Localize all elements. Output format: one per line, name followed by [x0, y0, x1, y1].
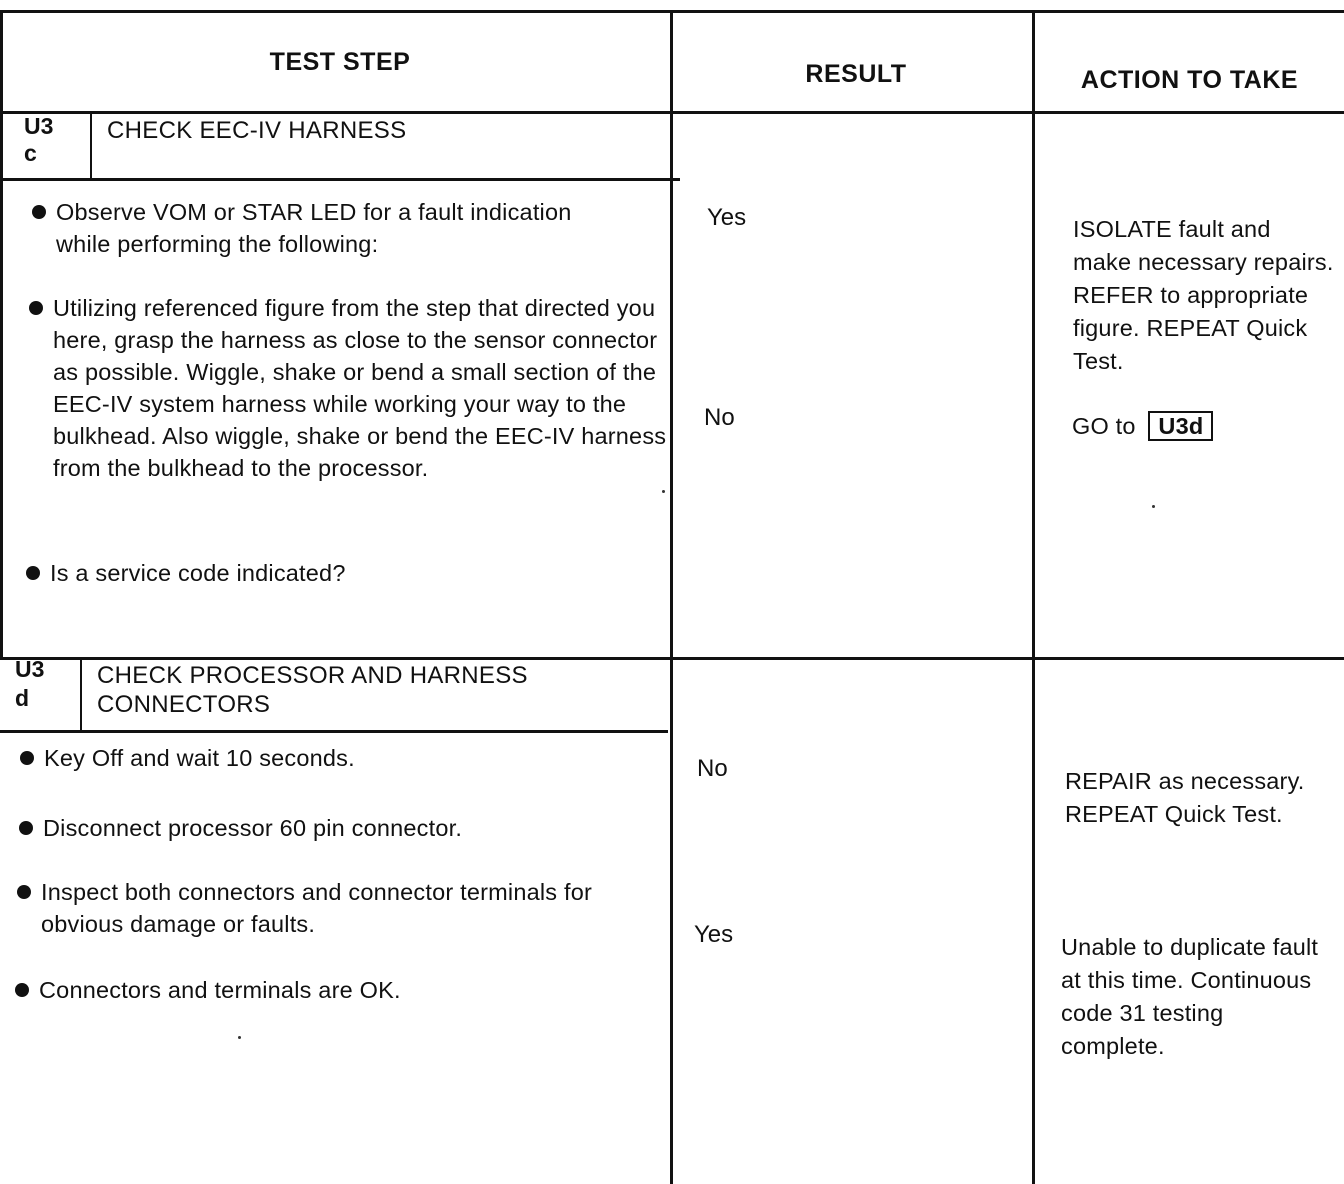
- u3c-action-yes: ISOLATE fault and make necessary repairs. REFER to appropriate figure. REPEAT Quick Test.: [1073, 216, 1334, 374]
- step-id-u3d: [15, 655, 44, 713]
- u3c-bullet-2: Utilizing referenced figure from the step that directed you here, grasp the harness as close to the sensor connector as possible. Wiggle, shake or bend a small section of the EEC-IV system harness while working your way to the bulkhead. Also wiggle, shake or bend the EEC-IV harness from the bulkhead to the processor.: [27, 292, 675, 484]
- u3c-id-divider: [90, 111, 92, 180]
- goto-prefix: GO to: [1072, 413, 1136, 439]
- step-id-bottom: d: [15, 685, 30, 711]
- u3d-bullet-2: Disconnect processor 60 pin connector.: [17, 812, 643, 844]
- u3d-title-rule: [0, 730, 668, 733]
- result-column-divider: [1032, 10, 1035, 1184]
- u3d-bullet-1: Key Off and wait 10 seconds.: [18, 742, 644, 774]
- u3d-id-divider: [80, 657, 82, 732]
- step-title-u3d: CHECK PROCESSOR AND HARNESS CONNECTORS: [97, 662, 528, 718]
- scan-speck: [238, 1036, 241, 1039]
- scan-speck: [1152, 505, 1155, 508]
- goto-step-u3d-link[interactable]: U3d: [1148, 411, 1213, 441]
- u3c-bullet-1: Observe VOM or STAR LED for a fault indication while performing the following:: [30, 196, 596, 260]
- step-column-divider: [670, 10, 673, 1184]
- header-result: RESULT: [805, 60, 907, 88]
- step-title-u3c: CHECK EEC-IV HARNESS: [107, 117, 407, 144]
- left-border: [0, 10, 3, 658]
- scan-speck: [662, 490, 665, 493]
- step-id-top: U3: [24, 113, 54, 139]
- u3d-result-yes: Yes: [694, 921, 734, 948]
- u3d-action-yes: Unable to duplicate fault at this time. Continuous code 31 testing complete.: [1061, 934, 1319, 1059]
- step-id-top: U3: [15, 656, 45, 682]
- step-id-u3c: [24, 112, 53, 165]
- u3d-bullet-3: Inspect both connectors and connector terminals for obvious damage or faults.: [15, 876, 671, 940]
- u3c-title-rule: [0, 178, 680, 181]
- step-id-bottom: c: [24, 140, 37, 166]
- header-test-step: TEST STEP: [269, 48, 411, 76]
- u3c-result-no: No: [704, 404, 735, 431]
- header-action: ACTION TO TAKE: [1080, 66, 1299, 94]
- u3d-result-no: No: [697, 755, 728, 782]
- u3c-result-yes: Yes: [707, 204, 747, 231]
- u3d-action-no: REPAIR as necessary. REPEAT Quick Test.: [1065, 768, 1305, 827]
- u3d-bullet-4: Connectors and terminals are OK.: [13, 974, 639, 1006]
- u3c-action-no: [1072, 410, 1334, 443]
- u3c-bullet-3: Is a service code indicated?: [24, 557, 650, 589]
